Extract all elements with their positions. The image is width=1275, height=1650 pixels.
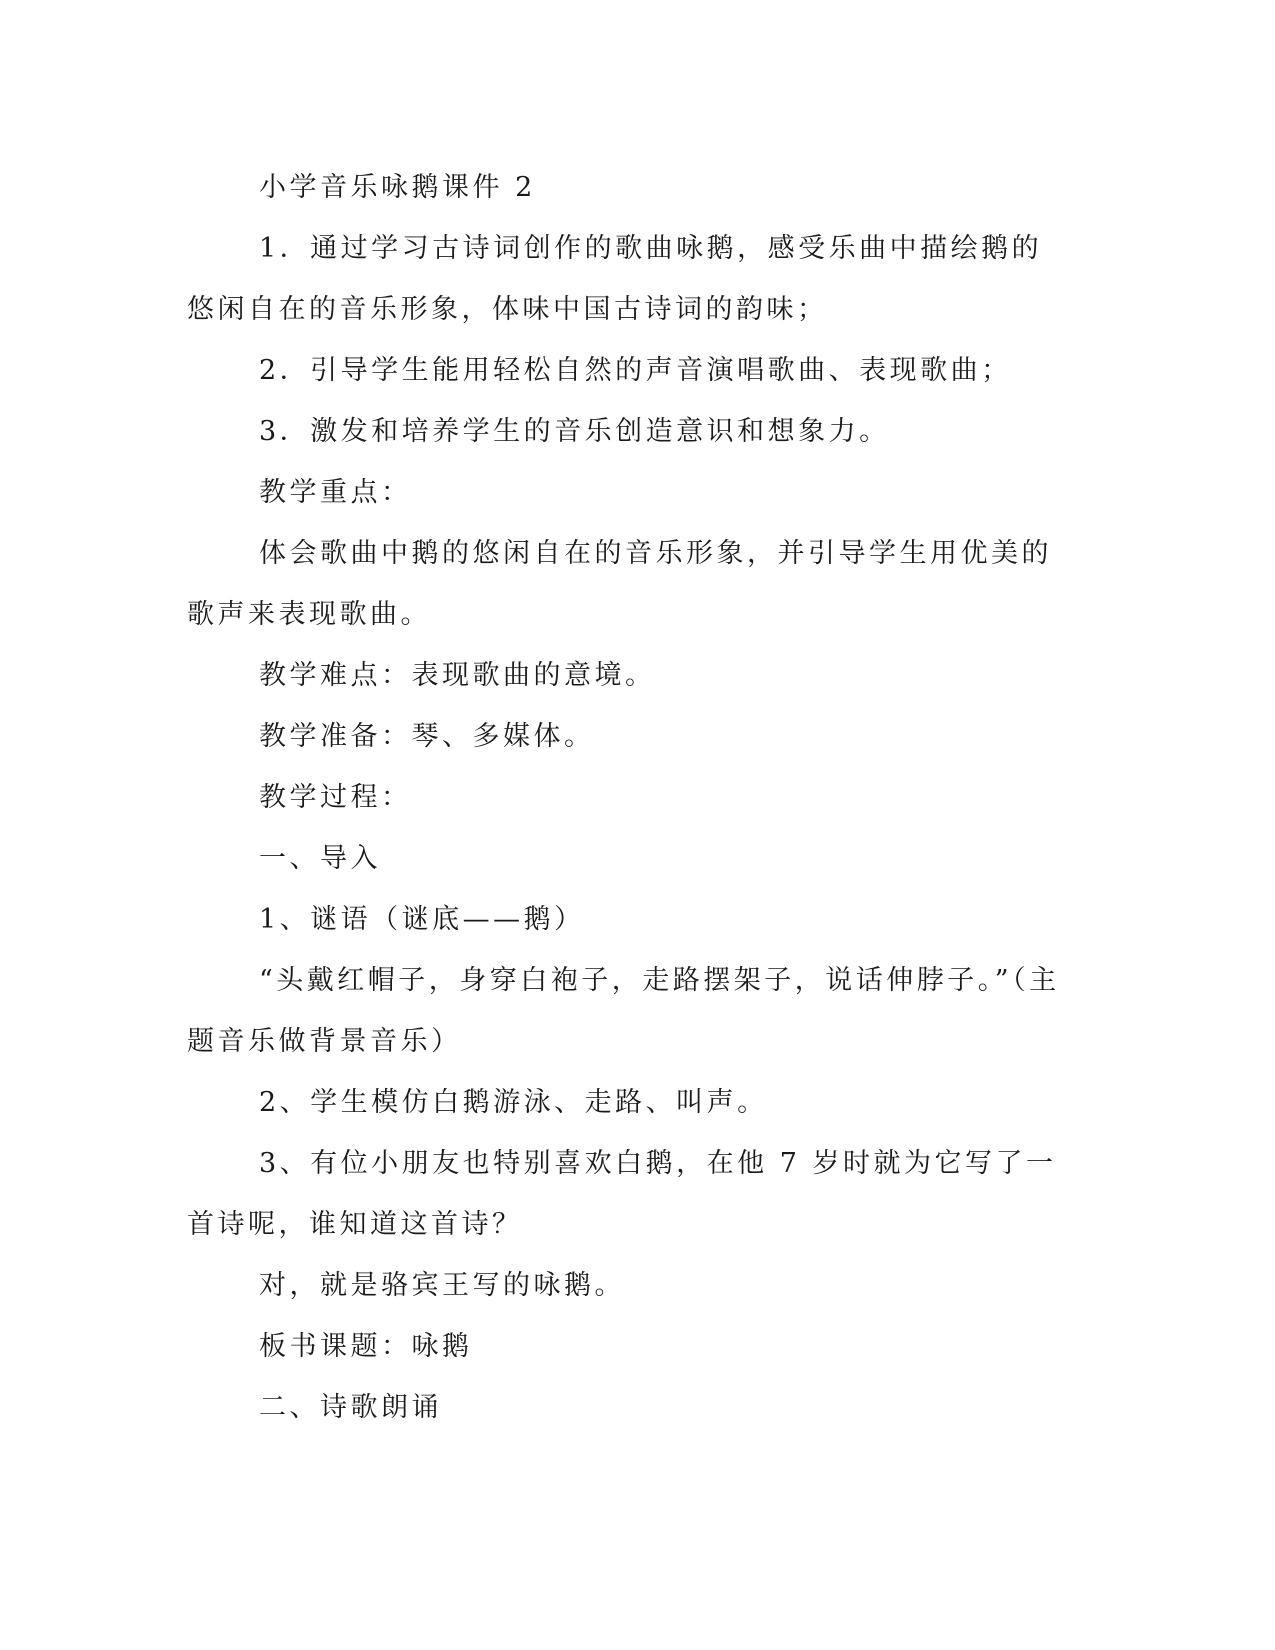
heading-process: 教学过程： xyxy=(259,782,412,813)
paragraph-objective-2: 2．引导学生能用轻松自然的声音演唱歌曲、表现歌曲； xyxy=(259,355,1012,386)
heading-section-2: 二、诗歌朗诵 xyxy=(259,1392,442,1423)
paragraph-riddle: 1、谜语（谜底——鹅） xyxy=(259,904,585,935)
paragraph-riddle-text: “头戴红帽子，身穿白袍子，走路摆架子，说话伸脖子。”（主题音乐做背景音乐） xyxy=(187,965,1060,1057)
paragraph-preparation: 教学准备：琴、多媒体。 xyxy=(259,721,595,752)
document-title: 小学音乐咏鹅课件 2 xyxy=(259,172,536,203)
paragraph-objective-1: 1．通过学习古诗词创作的歌曲咏鹅，感受乐曲中描绘鹅的悠闲自在的音乐形象，体味中国古诗词的韵味； xyxy=(187,233,1043,325)
paragraph-answer: 对，就是骆宾王写的咏鹅。 xyxy=(259,1270,625,1301)
paragraph-key-points: 体会歌曲中鹅的悠闲自在的音乐形象，并引导学生用优美的歌声来表现歌曲。 xyxy=(187,538,1052,630)
paragraph-imitation: 2、学生模仿白鹅游泳、走路、叫声。 xyxy=(259,1087,768,1118)
heading-key-points: 教学重点： xyxy=(259,477,412,508)
document-body xyxy=(187,157,1067,1438)
heading-section-1: 一、导入 xyxy=(259,843,381,874)
paragraph-board-title: 板书课题：咏鹅 xyxy=(259,1331,473,1362)
paragraph-objective-3: 3．激发和培养学生的音乐创造意识和想象力。 xyxy=(259,416,890,447)
paragraph-question: 3、有位小朋友也特别喜欢白鹅，在他 7 岁时就为它写了一首诗呢，谁知道这首诗？ xyxy=(187,1148,1057,1240)
paragraph-difficulty: 教学难点：表现歌曲的意境。 xyxy=(259,660,656,691)
